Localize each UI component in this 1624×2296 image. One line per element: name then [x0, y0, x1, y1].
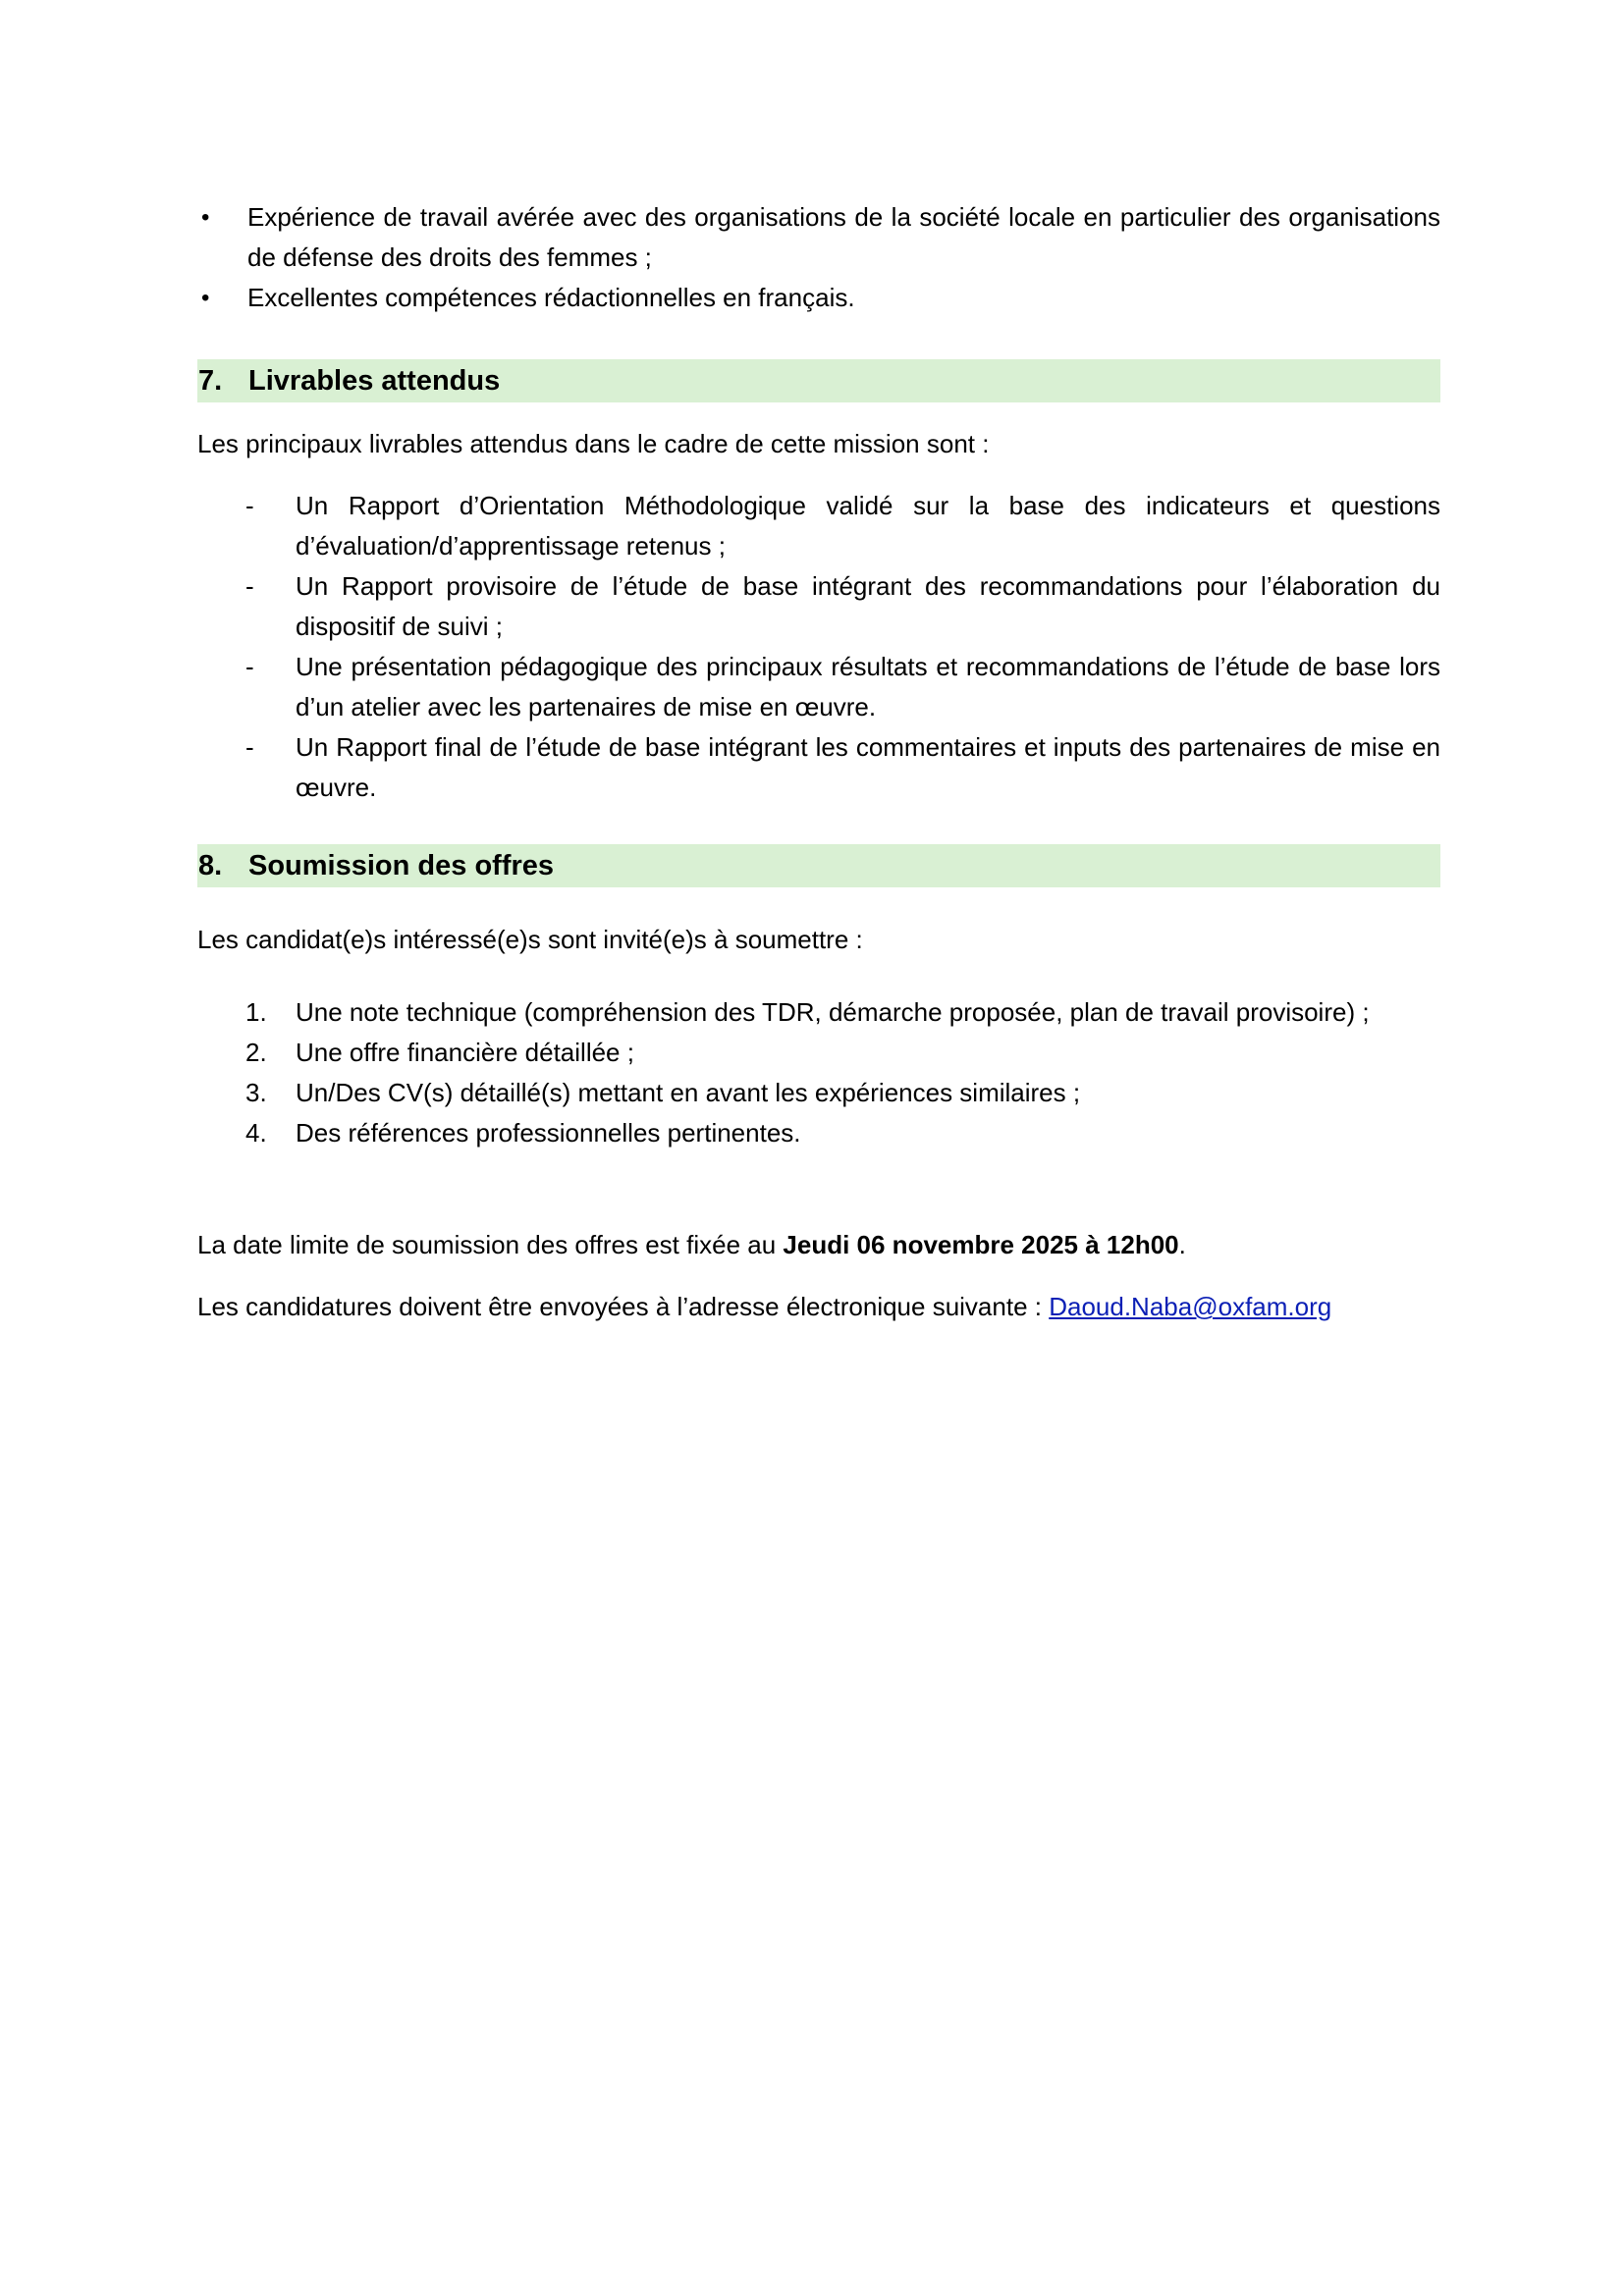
list-item-text: Un Rapport d’Orientation Méthodologique validé sur la base des indicateurs et questions d’évaluation/d’apprentissage retenus ;	[296, 491, 1440, 561]
section-heading-livrables	[197, 359, 1440, 402]
contact-paragraph	[197, 1287, 1440, 1327]
list-number: 1.	[245, 997, 267, 1027]
dash-marker: -	[245, 491, 254, 520]
deadline-suffix: .	[1178, 1230, 1186, 1259]
list-item-text: Excellentes compétences rédactionnelles en français.	[247, 283, 855, 312]
section-intro: Les principaux livrables attendus dans le cadre de cette mission sont :	[197, 429, 990, 458]
dash-marker: -	[245, 571, 254, 601]
list-item	[245, 486, 1440, 566]
list-item	[245, 727, 1440, 808]
contact-prefix: Les candidatures doivent être envoyées à l’adresse électronique suivante :	[197, 1292, 1050, 1321]
qualifications-list	[197, 197, 1440, 318]
list-item	[245, 1033, 1440, 1073]
list-item-text: Une note technique (compréhension des TDR, démarche proposée, plan de travail provisoire) ;	[296, 997, 1370, 1027]
bullet-icon: •	[201, 204, 210, 231]
list-item-text: Un/Des CV(s) détaillé(s) mettant en avant les expériences similaires ;	[296, 1078, 1081, 1107]
section-heading-soumission	[197, 844, 1440, 887]
deadline-date: Jeudi 06 novembre 2025 à 12h00	[783, 1230, 1179, 1259]
section-number: 8.	[198, 850, 223, 881]
list-number: 3.	[245, 1078, 267, 1107]
list-item	[245, 647, 1440, 727]
submission-list	[245, 992, 1440, 1153]
deliverables-list	[245, 486, 1440, 808]
list-item-text: Des références professionnelles pertinentes.	[296, 1118, 801, 1148]
contact-email-link[interactable]: Daoud.Naba@oxfam.org	[1049, 1292, 1332, 1321]
dash-marker: -	[245, 732, 254, 762]
deadline-paragraph	[197, 1225, 1440, 1265]
deadline-prefix: La date limite de soumission des offres est fixée au	[197, 1230, 784, 1259]
list-item	[245, 566, 1440, 647]
list-item	[197, 278, 1440, 318]
section-number: 7.	[198, 365, 223, 397]
dash-marker: -	[245, 652, 254, 681]
section-title: Livrables attendus	[248, 365, 501, 397]
list-item-text: Une offre financière détaillée ;	[296, 1038, 634, 1067]
list-item	[245, 992, 1440, 1033]
section-title: Soumission des offres	[248, 850, 555, 881]
bullet-icon: •	[201, 285, 210, 311]
list-item-text: Un Rapport final de l’étude de base intégrant les commentaires et inputs des partenaires de mise en œuvre.	[296, 732, 1440, 802]
list-number: 4.	[245, 1118, 267, 1148]
list-item-text: Expérience de travail avérée avec des organisations de la société locale en particulier des organisations de défense des droits des femmes ;	[247, 202, 1440, 272]
list-item	[197, 197, 1440, 278]
section-intro: Les candidat(e)s intéressé(e)s sont invité(e)s à soumettre :	[197, 925, 863, 954]
list-item	[245, 1073, 1440, 1113]
list-number: 2.	[245, 1038, 267, 1067]
list-item-text: Une présentation pédagogique des principaux résultats et recommandations de l’étude de base lors d’un atelier avec les partenaires de mise en œuvre.	[296, 652, 1440, 721]
list-item-text: Un Rapport provisoire de l’étude de base intégrant des recommandations pour l’élaboration du dispositif de suivi ;	[296, 571, 1440, 641]
list-item	[245, 1113, 1440, 1153]
